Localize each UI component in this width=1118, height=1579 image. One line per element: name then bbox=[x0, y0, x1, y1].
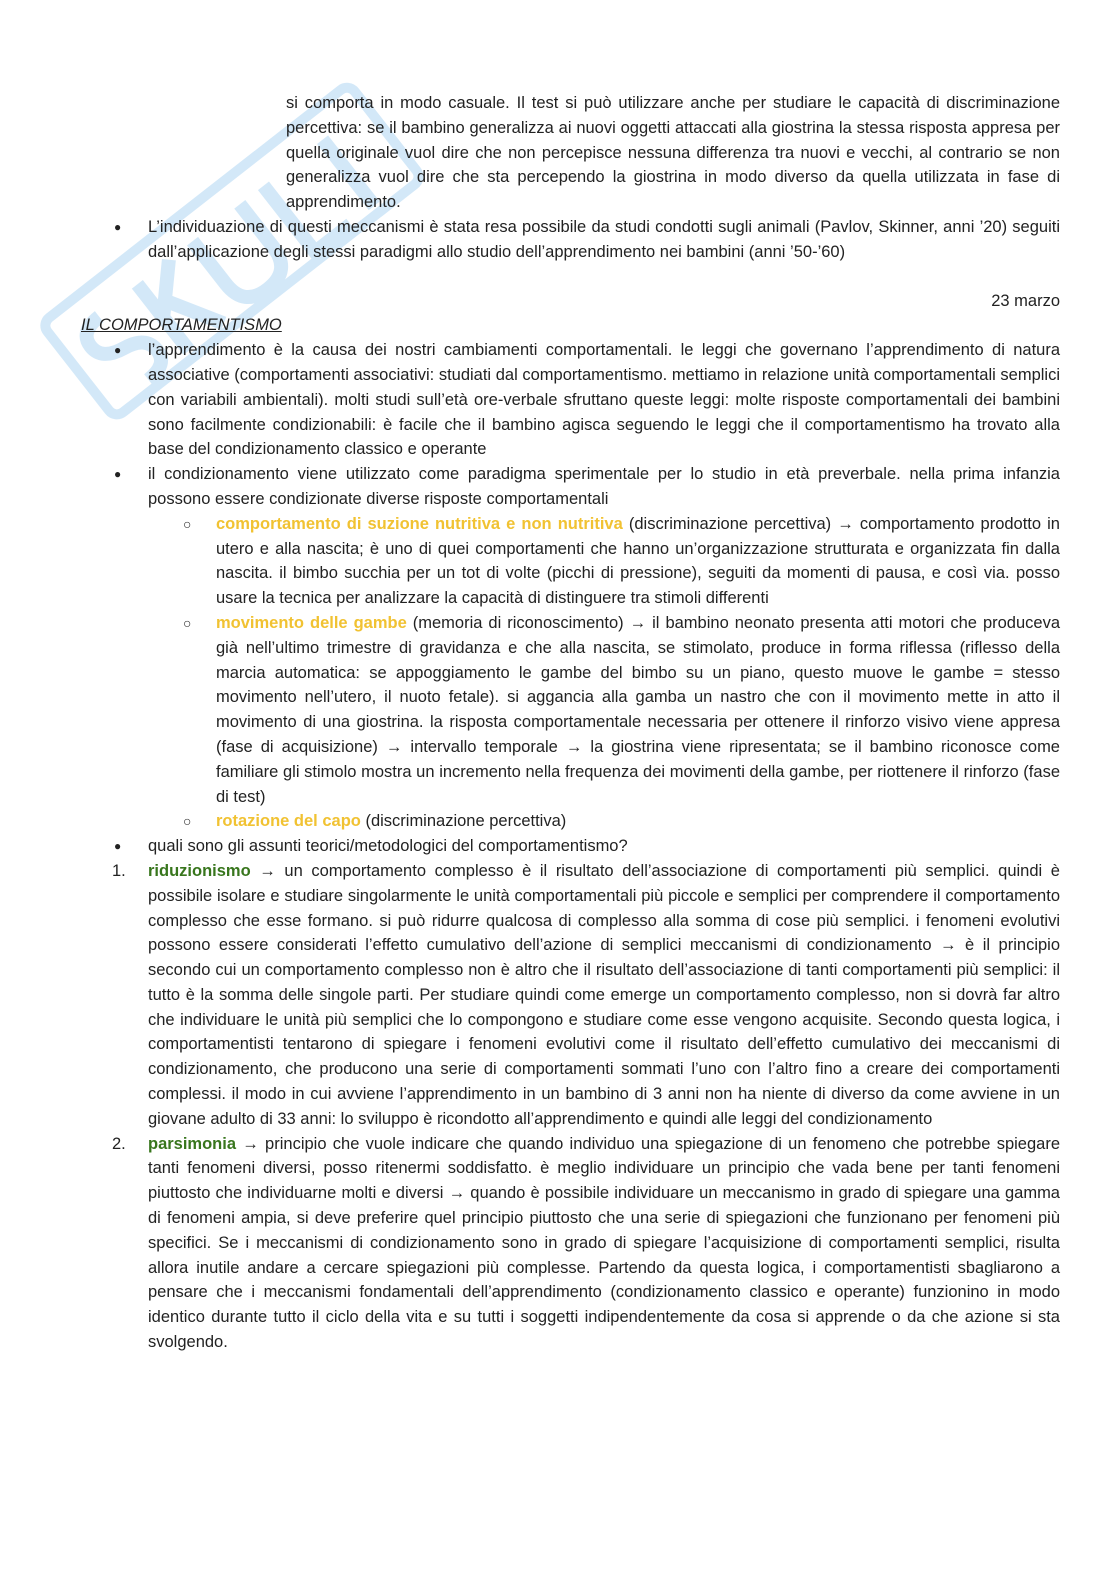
highlighted-term: movimento delle gambe bbox=[216, 613, 407, 632]
numbered-item-text: → un comportamento complesso è il risultato dell’associazione di comportamenti più semplici. quindi è possibile isolare e studiare singolarmente le unità comportamentali più piccole e semplici per comprendere il comportamento complesso che esse formano. si può ridurre qualcosa di complesso alla somma di cose più semplici. i fenomeni evolutivi possono essere considerati l’effetto cumulativo dell’azione di semplici meccanismi di condizionamento → è il principio secondo cui un comportamento complesso non è altro che il risultato dell’associazione di tanti comportamenti più semplici: il tutto è la somma delle singole parti. Per studiare quindi come emerge un comportamento complesso, non si dovrà far altro che individuare le unità più semplici che lo compongono e studiare come esse vengono acquisite. Secondo questa logica, i comportamentisti tentarono di spiegare i fenomeni evolutivi come il risultato dell’effetto cumulativo dei meccanismi di condizionamento, che producono una serie di comportamenti sommati l’uno con l’altro fino a creare dei comportamenti complessi. il modo in cui avviene l’apprendimento in un bambino di 3 anni non ha niente di diverso da come avviene in un giovane adulto di 33 anni: lo sviluppo è ricondotto all’apprendimento e quindi alle leggi del condizionamento bbox=[148, 861, 1060, 1128]
sub-list-item bbox=[0, 611, 1118, 809]
list-item-text: il condizionamento viene utilizzato come paradigma sperimentale per lo studio in età preverbale. nella prima infanzia possono essere condizionate diverse risposte comportamentali bbox=[148, 465, 1060, 508]
numbered-item-text: → principio che vuole indicare che quando individuo una spiegazione di un fenomeno che potrebbe spiegare tanti fenomeni diversi, posso ritenermi soddisfatto. è meglio individuare un principio che vada bene per tanti fenomeni piuttosto che individuarne molti e diversi → quando è possibile individuare un meccanismo in grado di spiegare una gamma di fenomeni ampia, si deve preferire quel principio piuttosto che una serie di spiegazioni che funzionano per fenomeni più specifici. Se i meccanismi di condizionamento sono in grado di spiegare l’acquisizione di comportamenti semplici, risulta allora inutile andare a cercare spiegazioni più complesse. Partendo da questa logica, i comportamentisti sbagliarono a pensare che i meccanismi fondamentali dell’apprendimento (condizionamento classico e operante) funzionino in modo identico durante tutto il ciclo della vita e su tutti i soggetti indipendentemente da cosa si apprende o da che azione si sta svolgendo. bbox=[148, 1134, 1060, 1352]
date-label: 23 marzo bbox=[991, 291, 1060, 310]
list-item-text: L’individuazione di questi meccanismi è stata resa possibile da studi condotti sugli animali (Pavlov, Skinner, anni ’20) seguiti dall’applicazione degli stessi paradigmi allo studio dell’apprendimento nei bambini (anni ’50-’60) bbox=[148, 217, 1060, 261]
list-item-text: quali sono gli assunti teorici/metodologici del comportamentismo? bbox=[148, 837, 628, 856]
bullet-icon: ● bbox=[114, 839, 122, 854]
continuation-paragraph: si comporta in modo casuale. Il test si può utilizzare anche per studiare le capacità di discriminazione percettiva: se il bambino generalizza ai nuovi oggetti attaccati alla giostrina la stessa risposta appresa per quella originale vuol dire che non percepisce nessuna differenza tra nuovi e vecchi, al contrario se non generalizza vuol dire che sta percependo la giostrina in modo diverso da quella utilizzata in fase di apprendimento. bbox=[286, 94, 1060, 212]
list-item bbox=[0, 215, 1118, 265]
sub-list-item bbox=[0, 809, 1118, 834]
sub-list-item-text: (discriminazione percettiva) → comportamento prodotto in utero e alla nascita; è uno di quei comportamenti che hanno un’organizzazione strutturata e organizzata fin dalla nascita. il bimbo succhia per un tot di volte (picchi di pressione), seguiti da momenti di pausa, e così via. posso usare la tecnica per analizzare la capacità di distinguere tra stimoli differenti bbox=[216, 514, 1060, 608]
sub-list-item bbox=[0, 512, 1118, 611]
bullet-icon: ● bbox=[114, 343, 122, 358]
list-item bbox=[0, 338, 1118, 462]
item-number: 2. bbox=[112, 1134, 126, 1153]
bullet-icon: ● bbox=[114, 219, 122, 234]
item-number: 1. bbox=[112, 861, 126, 880]
sub-list-item-text: (discriminazione percettiva) bbox=[360, 812, 567, 831]
list-item bbox=[0, 462, 1118, 512]
highlighted-term: comportamento di suzione nutritiva e non nutritiva bbox=[216, 514, 623, 533]
bullet-icon: ● bbox=[114, 467, 122, 482]
sub-bullet-icon: ○ bbox=[183, 614, 192, 631]
list-item-text: l’apprendimento è la causa dei nostri cambiamenti comportamentali. le leggi che governano l’apprendimento di natura associative (comportamenti associativi: studiati dal comportamentismo. mettiamo in relazione unità comportamentali semplici con variabili ambientali). molti studi sull’età ore-verbale sfruttano queste leggi: molte risposte comportamentali dei bambini sono facilmente condizionabili: è facile che il bambino agisca seguendo le leggi che il comportamentismo ha trovato alla base del condizionamento classico e operante bbox=[148, 341, 1060, 459]
numbered-item bbox=[0, 1132, 1118, 1355]
highlighted-term: rotazione del capo bbox=[216, 812, 361, 831]
section-heading: IL COMPORTAMENTISMO bbox=[81, 316, 282, 335]
highlighted-term: riduzionismo bbox=[148, 861, 251, 880]
document-content bbox=[0, 91, 1118, 1355]
sub-list-item-text: (memoria di riconoscimento) → il bambino neonato presenta atti motori che produceva già nell’ultimo trimestre di gravidanza e che alla nascita, se stimolato, produce in forma riflessa (riflesso della marcia automatica: se appoggiamento le gambe del bimbo su un piano, questo muove le gambe = stesso movimento nell’utero, il nuoto fetale). si aggancia alla gamba un nastro che con il movimento mette in atto il movimento di una giostrina. la risposta comportamentale necessaria per ottenere il rinforzo visivo viene appresa (fase di acquisizione) → intervallo temporale → la giostrina viene ripresentata; se il bambino riconosce come familiare gli stimolo mostra un incremento nella frequenza dei movimenti della gambe, per riottenere il rinforzo (fase di test) bbox=[216, 613, 1060, 806]
highlighted-term: parsimonia bbox=[148, 1134, 237, 1153]
numbered-item bbox=[0, 859, 1118, 1132]
list-item bbox=[0, 834, 1118, 859]
sub-bullet-icon: ○ bbox=[183, 813, 192, 830]
sub-bullet-icon: ○ bbox=[183, 515, 192, 532]
